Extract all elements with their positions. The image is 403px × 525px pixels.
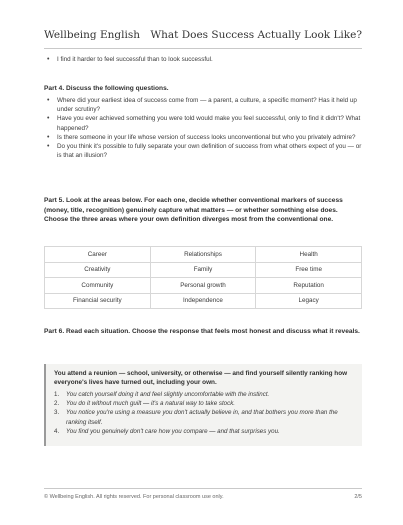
part5-heading: Part 5. Look at the areas below. For each one, decide whether conventional markers of success (money, title, recognition) genuinely capture what matters — or whether something else does. Choose the three areas where your own definition diverges most from the conventional one. xyxy=(44,197,343,224)
page-number: 2/5 xyxy=(354,494,362,500)
response-option xyxy=(54,399,354,408)
list-item: • Have you ever achieved something you were told would make you feel successful, only to find it didn't? What happened? xyxy=(44,114,362,132)
areas-table xyxy=(44,246,362,309)
header-divider xyxy=(44,48,362,49)
list-item: • Where did your earliest idea of success come from — a parent, a culture, a specific moment? Has it held up under scrutiny? xyxy=(44,96,362,114)
response-options xyxy=(54,390,354,436)
table-cell: Independence xyxy=(150,293,256,309)
table-cell: Personal growth xyxy=(150,278,256,294)
table-row xyxy=(45,247,362,263)
table-cell: Legacy xyxy=(256,293,362,309)
table-cell: Financial security xyxy=(45,293,151,309)
table-cell: Reputation xyxy=(256,278,362,294)
option-number: 4. xyxy=(54,427,60,435)
carryover-list xyxy=(44,55,362,64)
option-text: You find you genuinely don't care how you compare — and that surprises you. xyxy=(66,427,280,435)
brand-name: Wellbeing English xyxy=(44,29,140,41)
table-row xyxy=(45,278,362,294)
table-row xyxy=(45,262,362,278)
table-cell: Relationships xyxy=(150,247,256,263)
response-option xyxy=(54,408,354,426)
option-text: You catch yourself doing it and feel slightly uncomfortable with the instinct. xyxy=(66,391,270,398)
footer-divider xyxy=(44,488,362,489)
option-number: 2. xyxy=(54,400,60,408)
part4-questions xyxy=(44,96,362,160)
part4-heading: Part 4. Discuss the following questions. xyxy=(44,85,169,92)
part6-heading: Part 6. Read each situation. Choose the response that feels most honest and discuss what it reveals. xyxy=(44,328,360,335)
response-option xyxy=(54,390,354,399)
table-cell: Career xyxy=(45,247,151,263)
table-cell: Health xyxy=(256,247,362,263)
list-item: • I find it harder to feel successful than to look successful. xyxy=(44,55,362,64)
page-header xyxy=(44,29,362,47)
copyright-notice: © Wellbeing English. All rights reserved. For personal classroom use only. xyxy=(44,494,224,500)
table-cell: Creativity xyxy=(45,262,151,278)
list-item: • Is there someone in your life whose version of success looks unconventional but who you privately admire? xyxy=(44,133,362,142)
table-cell: Family xyxy=(150,262,256,278)
list-item: • Do you think it's possible to fully separate your own definition of success from what others expect of you — or is that an illusion? xyxy=(44,142,362,160)
table-row xyxy=(45,293,362,309)
scenario-box xyxy=(44,364,362,446)
table-cell: Free time xyxy=(256,262,362,278)
scenario-prompt: You attend a reunion — school, university, or otherwise — and find yourself silently ranking how everyone's lives have turned out, including your own. xyxy=(54,370,348,387)
table-cell: Community xyxy=(45,278,151,294)
option-number: 1. xyxy=(54,391,60,398)
option-text: You notice you're using a measure you don't actually believe in, and that bothers you more than the ranking itself. xyxy=(66,409,338,426)
response-option xyxy=(54,427,354,436)
option-number: 3. xyxy=(54,409,60,417)
option-text: You do it without much guilt — it's a natural way to take stock. xyxy=(66,400,236,408)
document-title: What Does Success Actually Look Like? xyxy=(150,29,362,41)
